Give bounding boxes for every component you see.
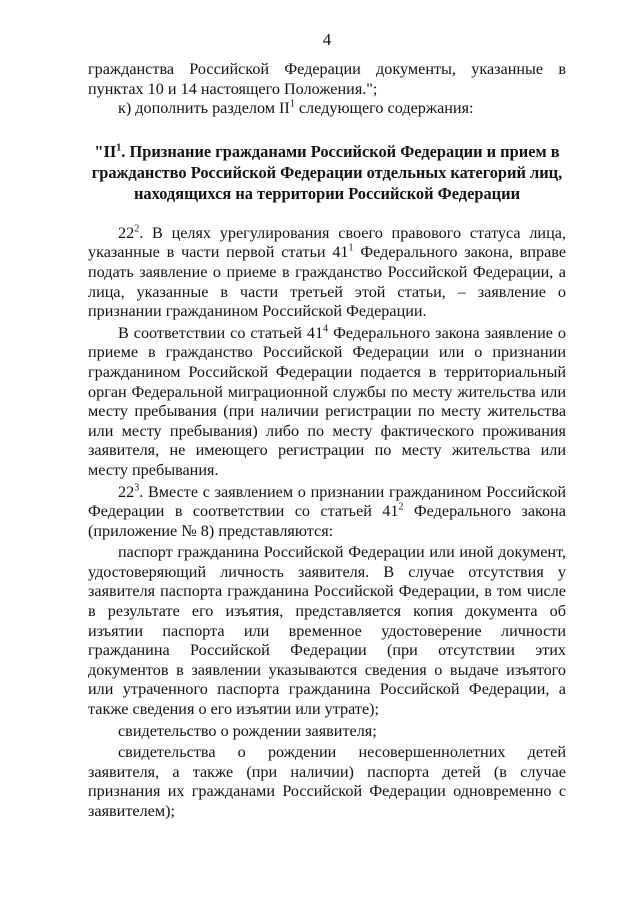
paragraph-22-2-second	[88, 324, 566, 481]
section-heading	[88, 141, 566, 204]
paragraph-k-text-before: к) дополнить разделом II	[118, 99, 290, 118]
section-heading-line-3: находящихся на территории Российской Федерации	[133, 183, 521, 203]
paragraph-22-3-text-2: Федерального закона (приложение № 8) представляются:	[88, 502, 566, 540]
section-heading-number: "II	[94, 141, 117, 161]
paragraph-22-2	[88, 224, 566, 322]
paragraph-children-certificates: свидетельства о рождении несовершеннолетних детей заявителя, а также (при наличии) паспорта детей (в случае признания их гражданами Российской Федерации одновременно с заявителем);	[88, 743, 566, 820]
paragraph-22-3	[88, 483, 566, 542]
paragraph-22-2-text-1: . В целях урегулирования своего правового статуса лица, указанные в части первой статьи 41	[88, 223, 566, 262]
section-heading-line-1-text: . Признание гражданами Российской Федерации и прием в	[121, 141, 560, 161]
section-heading-line-1	[88, 141, 566, 162]
section-heading-superscript: 1	[116, 142, 122, 154]
document-page	[88, 30, 566, 822]
paragraph-birth-certificate: свидетельство о рождении заявителя;	[118, 721, 377, 740]
paragraph-k	[88, 99, 566, 119]
paragraph-22-2-second-text-1: В соответствии со статьей 41	[118, 323, 324, 342]
paragraph-22-3-superscript: 2	[398, 501, 404, 513]
page-number: 4	[322, 30, 332, 49]
paragraph-22-2-second-superscript: 4	[323, 323, 329, 335]
paragraph-passport: паспорт гражданина Российской Федерации или иной документ, удостоверяющий личность заявителя. В случае отсутствия у заявителя паспорта гражданина Российской Федерации, в том числе в результате его изъятия, представляется копия документа об изъятии паспорта или временное удостоверение личности гражданина Российской Федерации (при отсутствии этих документов в заявлении указываются сведения о выдаче изъятого или утраченного паспорта гражданина Российской Федерации, а также сведения о его изъятии или утрате);	[88, 543, 566, 719]
paragraph-continuation: гражданства Российской Федерации документы, указанные в пунктах 10 и 14 настоящего Положения.";	[88, 60, 566, 98]
paragraph-22-2-text-2: Федерального закона, вправе подать заявление о приеме в гражданство Российской Федерации, а лица, указанные в части третьей этой статьи, – заявление о признании гражданином Российской Федерации.	[88, 243, 567, 321]
clause-number-22-3-superscript: 3	[134, 482, 140, 494]
paragraph-22-3-text-1: . Вместе с заявлением о признании гражданином Российской Федерации в соответствии со статьей 41	[88, 482, 566, 521]
paragraph-k-superscript: 1	[289, 98, 295, 110]
section-heading-line-2: гражданство Российской Федерации отдельных категорий лиц,	[91, 162, 563, 182]
paragraph-k-text-after: следующего содержания:	[294, 99, 474, 118]
paragraph-22-2-second-text-2: Федерального закона заявление о приеме в гражданство Российской Федерации или о признании гражданином Российской Федерации подается в территориальный орган Федеральной миграционной службы по месту жительства или месту пребывания (при наличии регистрации по месту жительства или месту пребывания) либо по месту фактического проживания заявителя, не имеющего регистрации по месту жительства или месту пребывания.	[88, 323, 566, 479]
clause-number-22-3: 22	[118, 482, 135, 501]
clause-number-22-2: 22	[118, 223, 135, 242]
clause-number-22-2-superscript: 2	[134, 223, 140, 235]
paragraph-22-2-superscript: 1	[348, 242, 354, 254]
